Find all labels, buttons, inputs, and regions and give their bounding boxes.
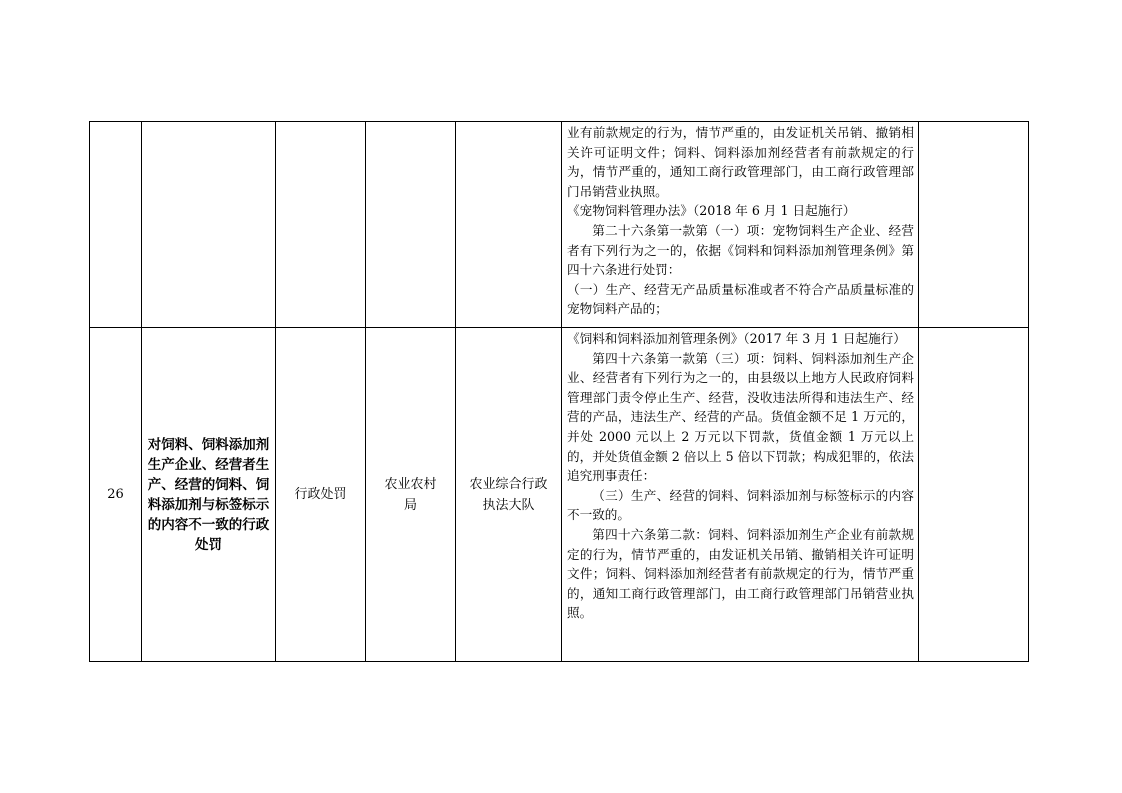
basis-paragraph: 第二十六条第一款第（一）项：宠物饲料生产企业、经营者有下列行为之一的，依据《饲料和饲料添加剂管理条例》第四十六条进行处罚： [567,222,914,278]
item-name: 对饲料、饲料添加剂生产企业、经营者生产、经营的饲料、饲料添加剂与标签标示的内容不一致的行政处罚 [142,328,276,662]
basis-paragraph: 第四十六条第一款第（三）项：饲料、饲料添加剂生产企业、经营者有下列行为之一的，由县级以上地方人民政府饲料管理部门责令停止生产、经营，没收违法所得和违法生产、经营的产品，违法生产、经营的产品。货值金额不足 1 万元的，并处 2000 元以上 2 万元以下罚款，货值金额 1 万元以上的，并处货值金额 2 倍以上 5 倍以下罚款；构成犯罪的，依法追究刑事责任： [567,350,914,484]
basis-paragraph: 《饲料和饲料添加剂管理条例》（2017 年 3 月 1 日起施行） [567,331,906,346]
item-type: 行政处罚 [276,328,366,662]
table-row [90,122,1029,328]
basis-paragraph: （一）生产、经营无产品质量标准或者不符合产品质量标准的宠物饲料产品的； [567,281,914,317]
row-index: 26 [90,328,142,662]
item-type [276,122,366,328]
row-index [90,122,142,328]
basis-paragraph: 《宠物饲料管理办法》（2018 年 6 月 1 日起施行） [567,203,856,219]
enforcement-table [89,121,1029,662]
enforcement-unit: 农业综合行政执法大队 [456,328,562,662]
remark [919,328,1029,662]
legal-basis [562,328,919,662]
basis-paragraph: 业有前款规定的行为，情节严重的，由发证机关吊销、撤销相关许可证明文件；饲料、饲料添加剂经营者有前款规定的行为，情节严重的，通知工商行政管理部门，由工商行政管理部门吊销营业执照。 [567,125,914,199]
legal-basis [562,122,919,328]
item-name [142,122,276,328]
department: 农业农村局 [366,328,456,662]
remark [919,122,1029,328]
basis-paragraph: （三）生产、经营的饲料、饲料添加剂与标签标示的内容不一致的。 [567,487,914,523]
basis-paragraph: 第四十六条第二款：饲料、饲料添加剂生产企业有前款规定的行为，情节严重的，由发证机关吊销、撤销相关许可证明文件；饲料、饲料添加剂经营者有前款规定的行为，情节严重的，通知工商行政管理部门，由工商行政管理部门吊销营业执照。 [567,526,914,621]
enforcement-unit [456,122,562,328]
department [366,122,456,328]
table-row [90,328,1029,662]
